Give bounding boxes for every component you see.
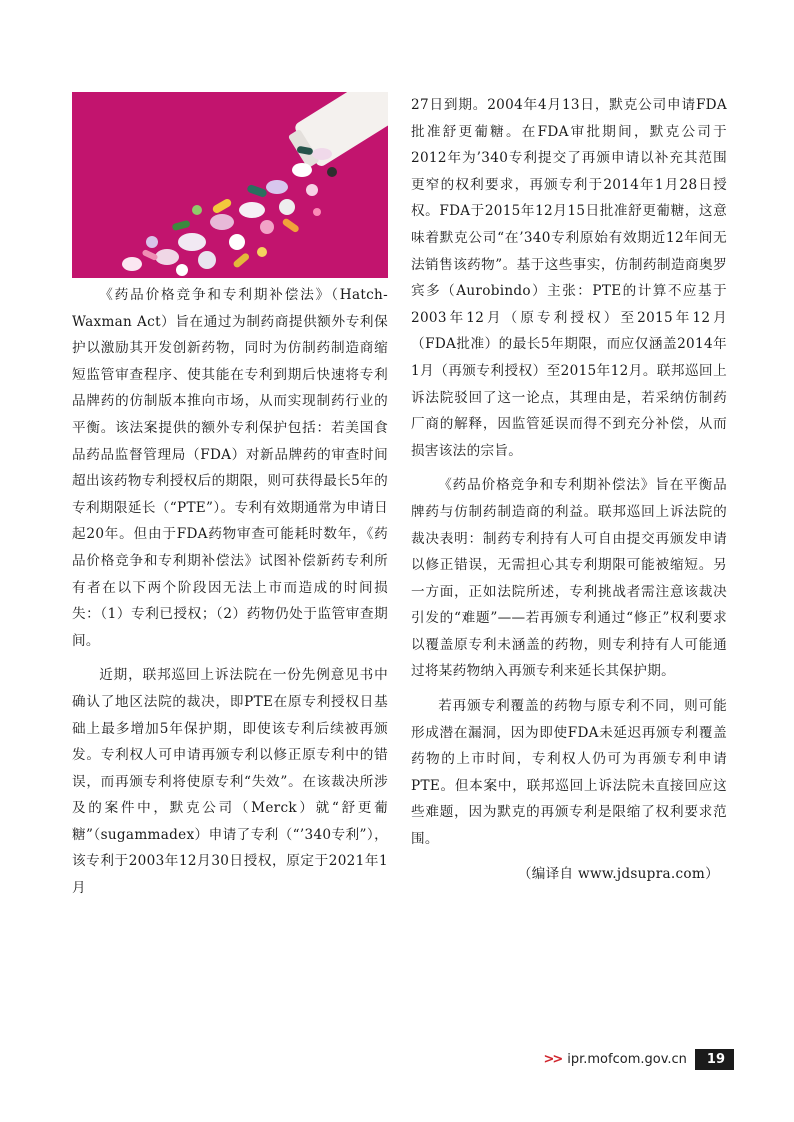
paragraph: 近期，联邦巡回上诉法院在一份先例意见书中确认了地区法院的裁决，即PTE在原专利授权日基础上最多增加5年保护期，即使该专利后续被再颁发。专利权人可申请再颁专利以修正原专利中的错误，而再颁专利将使原专利“失效”。在该裁决所涉及的案件中，默克公司（Merck）就“舒更葡糖”（sugammadex）申请了专利（“’340专利”），该专利于2003年12月30日授权，原定于2021年1月 <box>72 667 388 897</box>
chevron-icon: >> <box>543 1051 562 1067</box>
pills-photo <box>72 92 388 278</box>
paragraph: 《药品价格竞争和专利期补偿法》旨在平衡品牌药与仿制药制造商的利益。联邦巡回上诉法院的裁决表明：制药专利持有人可自由提交再颁发申请以修正错误，无需担心其专利期限可能被缩短。另一方面，正如法院所述，专利挑战者需注意该裁决引发的“难题”——若再颁专利通过“修正”权利要求以覆盖原专利未涵盖的药物，则专利持有人可能通过将某药物纳入再颁专利来延长其保护期。 <box>411 477 727 680</box>
page-number: 19 <box>695 1049 734 1070</box>
paragraph-continued: 27日到期。2004年4月13日，默克公司申请FDA批准舒更葡糖。在FDA审批期间，默克公司于2012年为’340专利提交了再颁申请以补充其范围更窄的权利要求，再颁专利于2014年1月28日授权。FDA于2015年12月15日批准舒更葡糖，这意味着默克公司“在’340专利原始有效期近12年间无法销售该药物”。基于这些事实，仿制药制造商奥罗宾多（Aurobindo）主张：PTE的计算不应基于2003年12月（原专利授权）至2015年12月（FDA批准）的最长5年期限，而应仅涵盖2014年1月（再颁专利授权）至2015年12月。联邦巡回上诉法院驳回了这一论点，其理由是，若采纳仿制药厂商的解释，因监管延误而得不到充分补偿，从而损害该法的宗旨。 <box>411 97 727 459</box>
footer-url[interactable]: ipr.mofcom.gov.cn <box>567 1051 687 1067</box>
source-note: （编译自 www.jdsupra.com） <box>517 865 719 882</box>
left-column <box>72 92 388 910</box>
paragraph: 《药品价格竞争和专利期补偿法》（Hatch-Waxman Act）旨在通过为制药商提供额外专利保护以激励其开发创新药物，同时为仿制药制造商缩短监管审查程序、使其能在专利到期后快速将专利品牌药的仿制版本推向市场，从而实现制药行业的平衡。该法案提供的额外专利保护包括：若美国食品药品监督管理局（FDA）对新品牌药的审查时间超出该药物专利授权后的期限，则可获得最长5年的专利期限延长（“PTE”）。专利有效期通常为申请日起20年。但由于FDA药物审查可能耗时数年，《药品价格竞争和专利期补偿法》试图补偿新药专利所有者在以下两个阶段因无法上市而造成的时间损失：（1）专利已授权；（2）药物仍处于监管审查期间。 <box>72 287 388 649</box>
right-column <box>411 92 727 887</box>
paragraph: 若再颁专利覆盖的药物与原专利不同，则可能形成潜在漏洞，因为即使FDA未延迟再颁专利覆盖药物的上市时间，专利权人仍可为再颁专利申请PTE。但本案中，联邦巡回上诉法院未直接回应这些难题，因为默克的再颁专利是限缩了权利要求范围。 <box>411 698 727 848</box>
page-footer <box>543 1048 734 1070</box>
